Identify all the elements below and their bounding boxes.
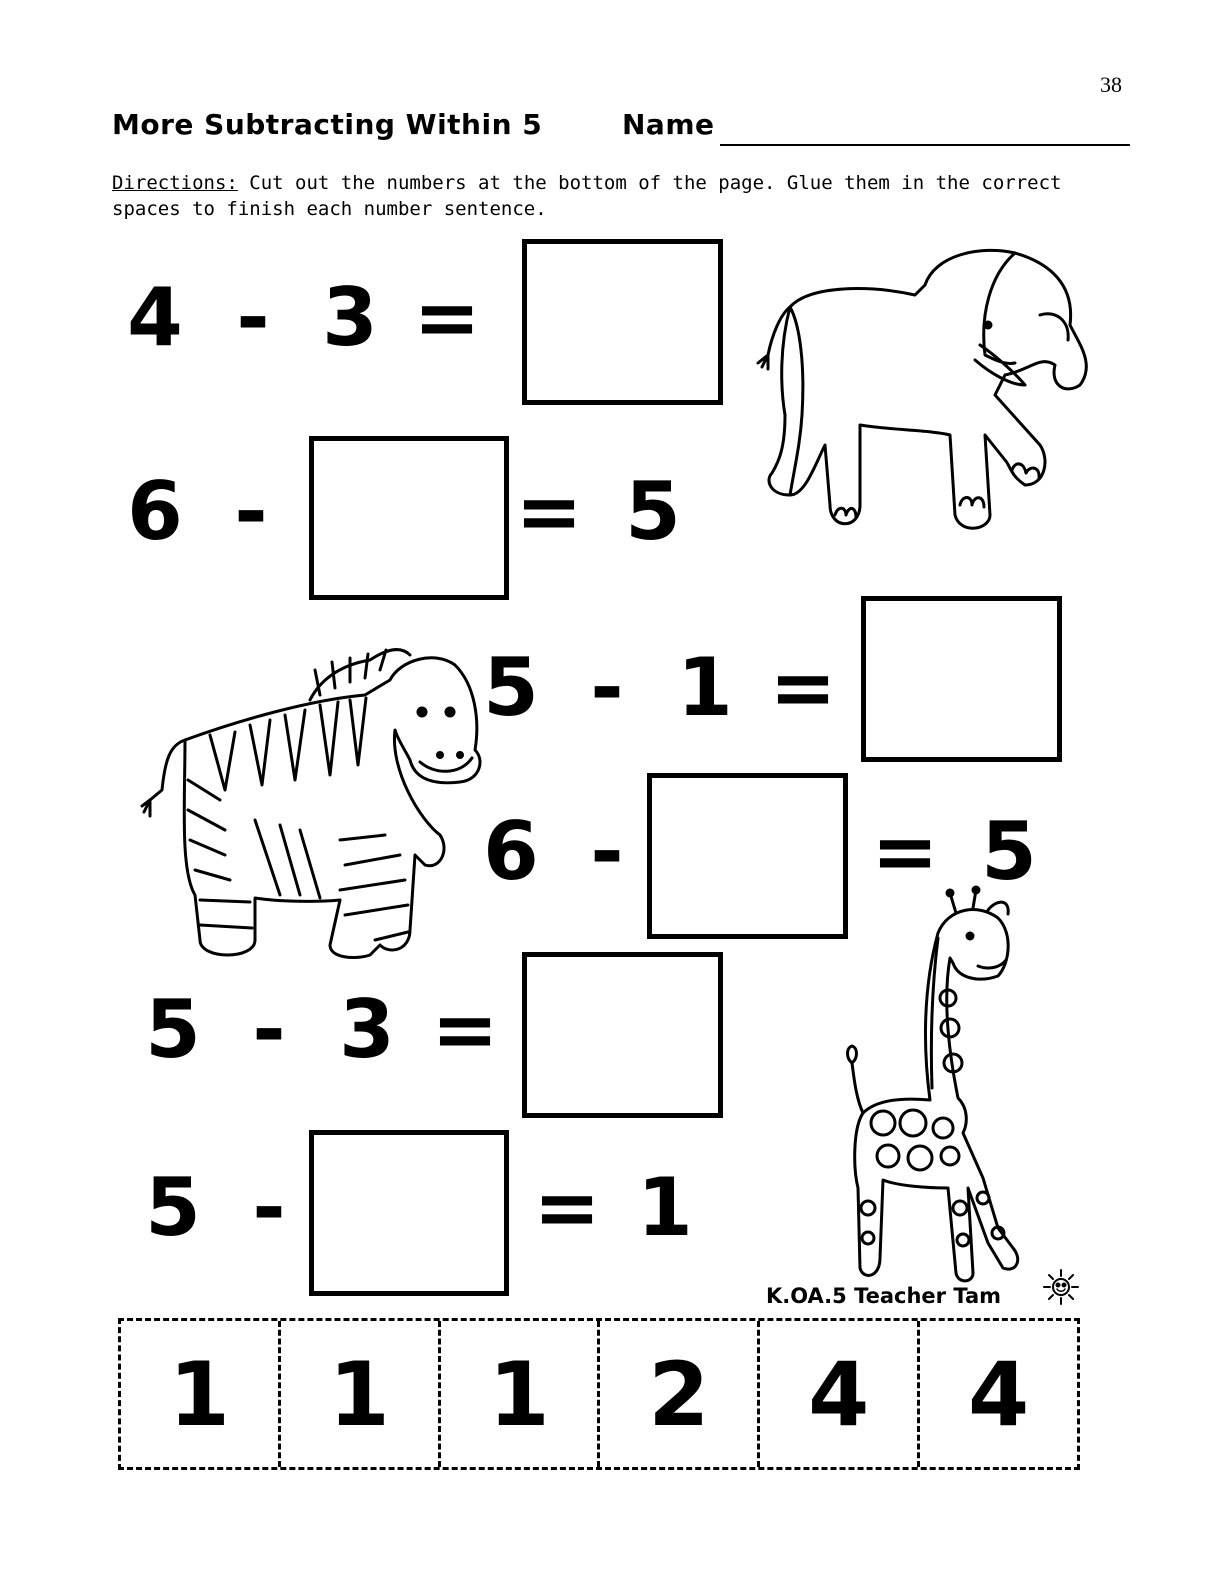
eq5-minus: - — [252, 983, 286, 1076]
eq3-operand-b: 1 — [677, 641, 733, 734]
eq4-minus: - — [590, 805, 624, 898]
eq2-minus: - — [234, 465, 268, 558]
cutout-number[interactable]: 1 — [121, 1321, 281, 1467]
directions-label: Directions: — [112, 172, 238, 194]
name-label: Name — [622, 108, 715, 141]
credit-line: K.OA.5 Teacher Tam — [766, 1284, 1002, 1308]
directions — [112, 170, 1092, 222]
eq3-minus: - — [590, 641, 624, 734]
cutout-number[interactable]: 1 — [441, 1321, 601, 1467]
eq4-equals: = — [871, 805, 939, 898]
eq4-operand-box[interactable] — [647, 773, 848, 939]
eq1-answer-box[interactable] — [522, 239, 723, 405]
eq2-equals: = — [515, 465, 583, 558]
eq2-operand-a: 6 — [127, 465, 183, 558]
eq1-equals: = — [413, 271, 481, 364]
eq2-operand-box[interactable] — [309, 436, 509, 600]
eq6-equals: = — [533, 1161, 601, 1254]
eq6-result: 1 — [637, 1161, 693, 1254]
eq1-operand-a: 4 — [127, 271, 183, 364]
zebra-illustration — [140, 640, 490, 970]
eq5-answer-box[interactable] — [522, 952, 723, 1118]
sun-icon — [1042, 1268, 1080, 1306]
cutout-number[interactable]: 4 — [760, 1321, 920, 1467]
giraffe-illustration — [838, 888, 1048, 1288]
eq2-result: 5 — [625, 465, 681, 558]
cutout-number[interactable]: 1 — [281, 1321, 441, 1467]
eq4-result: 5 — [981, 805, 1037, 898]
name-line[interactable] — [720, 144, 1130, 146]
eq4-operand-a: 6 — [483, 805, 539, 898]
eq5-operand-b: 3 — [339, 983, 395, 1076]
eq6-operand-box[interactable] — [309, 1130, 509, 1296]
cutout-number[interactable]: 4 — [967, 1342, 1030, 1446]
eq1-operand-b: 3 — [322, 271, 378, 364]
eq6-operand-a: 5 — [145, 1161, 201, 1254]
directions-text: Cut out the numbers at the bottom of the page. Glue them in the correct spaces to finish each number sentence. — [112, 172, 1062, 220]
eq5-operand-a: 5 — [145, 983, 201, 1076]
eq3-answer-box[interactable] — [861, 596, 1062, 762]
page-number: 38 — [1100, 72, 1122, 97]
worksheet-title: More Subtracting Within 5 — [112, 108, 543, 141]
eq6-minus: - — [252, 1161, 286, 1254]
eq3-operand-a: 5 — [483, 641, 539, 734]
eq1-minus: - — [236, 271, 270, 364]
elephant-illustration — [750, 245, 1100, 535]
cutout-number[interactable]: 2 — [600, 1321, 760, 1467]
cutout-strip — [118, 1318, 1080, 1470]
eq5-equals: = — [431, 983, 499, 1076]
eq3-equals: = — [769, 641, 837, 734]
